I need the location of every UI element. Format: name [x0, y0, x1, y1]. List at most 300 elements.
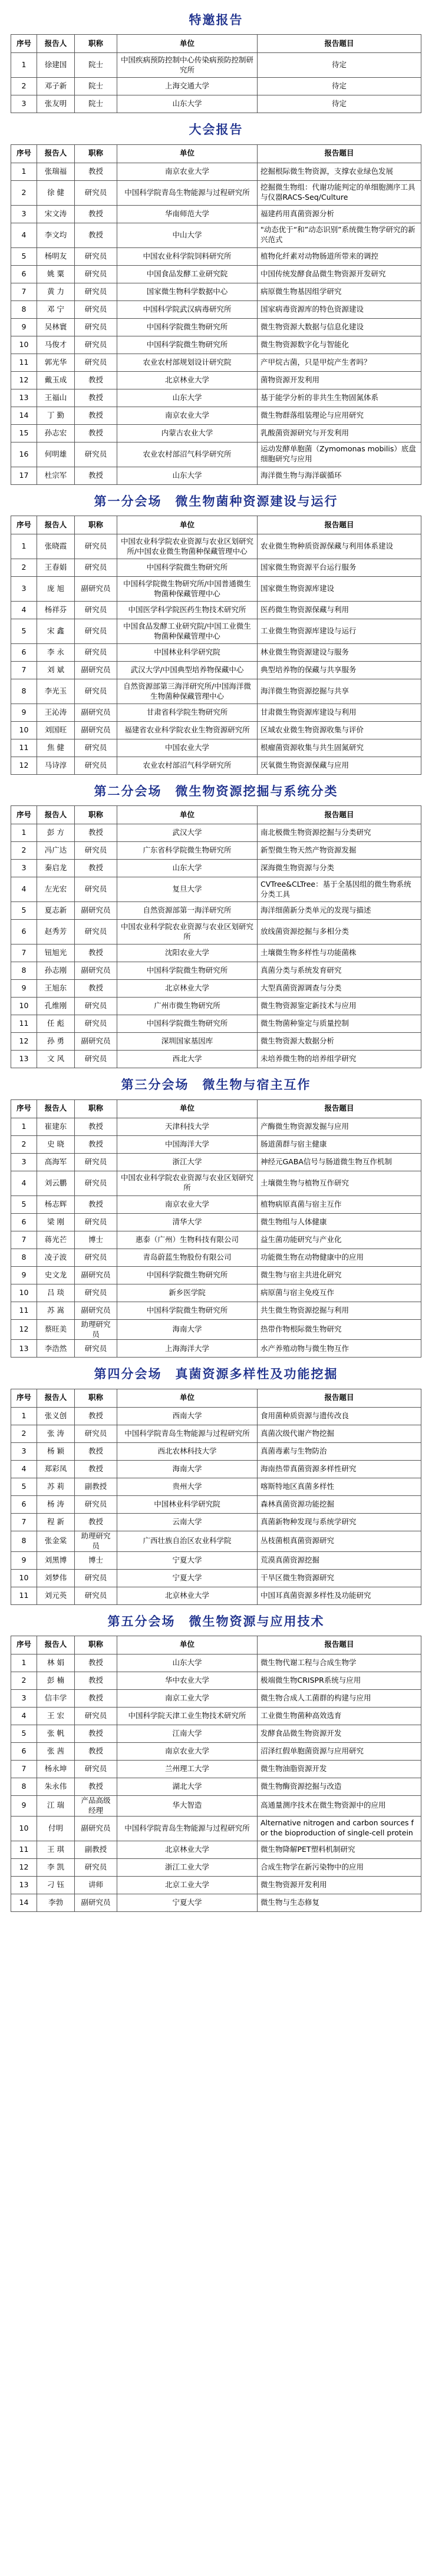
row-number: 13	[11, 389, 37, 407]
speaker-name: 杨永坤	[37, 1760, 75, 1778]
column-header: 职称	[75, 516, 117, 534]
row-number: 12	[11, 1033, 37, 1051]
report-topic: 未培养微生物的培养组学研究	[258, 1051, 421, 1068]
row-number: 3	[11, 1689, 37, 1707]
speaker-name: 李浩然	[37, 1340, 75, 1358]
row-number: 5	[11, 619, 37, 644]
row-number: 9	[11, 318, 37, 336]
row-number: 2	[11, 842, 37, 860]
speaker-unit: 自然资源部第一海洋研究所	[117, 902, 258, 920]
speaker-name: 王 琪	[37, 1841, 75, 1858]
speaker-title: 产品高级经理	[75, 1795, 117, 1816]
speaker-title: 教授	[75, 163, 117, 180]
row-number: 12	[11, 757, 37, 775]
table-row	[11, 577, 421, 602]
speaker-title: 教授	[75, 389, 117, 407]
row-number: 11	[11, 1015, 37, 1033]
speaker-title: 研究员	[75, 1569, 117, 1587]
speaker-unit: 国家微生物科学数据中心	[117, 283, 258, 300]
section-title: 大会报告	[189, 122, 243, 137]
speaker-unit: 清华大学	[117, 1213, 258, 1231]
speaker-title: 教授	[75, 371, 117, 389]
speaker-name: 吴林寰	[37, 318, 75, 336]
row-number: 1	[11, 1407, 37, 1425]
table-row	[11, 980, 421, 998]
speaker-unit: 中国海洋大学	[117, 1135, 258, 1153]
report-topic: 微生物资源鉴定新技术与应用	[258, 998, 421, 1015]
speaker-name: 王福山	[37, 389, 75, 407]
speaker-title: 研究员	[75, 1340, 117, 1358]
row-number: 11	[11, 1841, 37, 1858]
speaker-name: 张 茜	[37, 1742, 75, 1760]
speaker-name: 李 凯	[37, 1858, 75, 1876]
speaker-name: 孔维刚	[37, 998, 75, 1015]
speaker-unit: 南京工业大学	[117, 1689, 258, 1707]
row-number: 10	[11, 1816, 37, 1841]
row-number: 17	[11, 467, 37, 484]
row-number: 4	[11, 1171, 37, 1195]
speaker-unit: 宁夏大学	[117, 1894, 258, 1911]
table-row	[11, 757, 421, 775]
section-title: 第三分会场 微生物与宿主互作	[121, 1077, 311, 1092]
report-topic: 产酶微生物资源发掘与应用	[258, 1118, 421, 1135]
speaker-unit: 新乡医学院	[117, 1284, 258, 1302]
table-row	[11, 842, 421, 860]
report-topic: 厌氧微生物资源保藏与应用	[258, 757, 421, 775]
section-title: 第五分会场 微生物资源与应用技术	[107, 1613, 325, 1629]
table-header-row	[11, 516, 421, 534]
speaker-name: 刘黑博	[37, 1551, 75, 1569]
column-header: 报告人	[37, 144, 75, 163]
table-row	[11, 1672, 421, 1689]
speaker-unit: 中国科学院青岛生物能源与过程研究所	[117, 1816, 258, 1841]
speaker-name: 苏 嵩	[37, 1302, 75, 1319]
speaker-name: 杨明友	[37, 247, 75, 265]
table-row	[11, 1284, 421, 1302]
table-row	[11, 1302, 421, 1319]
table-row	[11, 1513, 421, 1531]
speaker-name: 李文均	[37, 223, 75, 247]
speaker-title: 研究员	[75, 318, 117, 336]
report-topic: 干旱区微生物资源研究	[258, 1569, 421, 1587]
column-header: 报告人	[37, 1636, 75, 1654]
speaker-title: 副研究员	[75, 1302, 117, 1319]
speaker-title: 研究员	[75, 757, 117, 775]
speaker-unit: 西南大学	[117, 1407, 258, 1425]
report-topic: 海洋微生物与海洋碳循环	[258, 467, 421, 484]
table-row	[11, 283, 421, 300]
table-row	[11, 1587, 421, 1604]
column-header: 单位	[117, 35, 258, 53]
speaker-title: 教授	[75, 1742, 117, 1760]
table-row	[11, 662, 421, 679]
report-topic: 真菌次级代谢产物挖掘	[258, 1425, 421, 1442]
speaker-title: 研究员	[75, 180, 117, 205]
row-number: 9	[11, 1266, 37, 1284]
row-number: 3	[11, 95, 37, 113]
speaker-unit: 农业农村部沼气科学研究所	[117, 757, 258, 775]
column-header: 单位	[117, 806, 258, 824]
report-topic: 微生物降解PET塑料机制研究	[258, 1841, 421, 1858]
speaker-name: 郭光华	[37, 354, 75, 371]
table-row	[11, 300, 421, 318]
schedule-table	[11, 516, 421, 775]
column-header: 序号	[11, 35, 37, 53]
speaker-title: 院士	[75, 78, 117, 95]
row-number: 9	[11, 1551, 37, 1569]
speaker-name: 凌子波	[37, 1249, 75, 1266]
row-number: 13	[11, 1876, 37, 1894]
speaker-title: 研究员	[75, 265, 117, 283]
speaker-title: 研究员	[75, 842, 117, 860]
speaker-unit: 中国科学院微生物研究所	[117, 318, 258, 336]
row-number: 12	[11, 371, 37, 389]
speaker-title: 研究员	[75, 998, 117, 1015]
report-topic: 微生物代谢工程与合成生物学	[258, 1654, 421, 1672]
speaker-name: 杨志辉	[37, 1195, 75, 1213]
speaker-title: 副研究员	[75, 1266, 117, 1284]
table-row	[11, 247, 421, 265]
speaker-name: 史 晓	[37, 1135, 75, 1153]
report-topic: 运动发酵单胞菌（Zymomonas mobilis）底盘细胞研究与应用	[258, 442, 421, 467]
report-topic: 产甲烷古菌，只是甲烷产生者吗？	[258, 354, 421, 371]
speaker-title: 研究员	[75, 559, 117, 577]
speaker-name: 任 彪	[37, 1015, 75, 1033]
report-topic: 乳酸菌资源研究与开发利用	[258, 424, 421, 442]
report-topic: 国家微生物资源平台运行服务	[258, 559, 421, 577]
speaker-name: 程 新	[37, 1513, 75, 1531]
report-topic: 海南热带真菌资源多样性研究	[258, 1460, 421, 1478]
report-topic: 植物病原真菌与宿主互作	[258, 1195, 421, 1213]
speaker-name: 文 风	[37, 1051, 75, 1068]
speaker-title: 教授	[75, 824, 117, 842]
report-topic: 工业微生物资源库建设与运行	[258, 619, 421, 644]
report-topic: 林业微生物资源建设与服务	[258, 644, 421, 662]
speaker-title: 研究员	[75, 1587, 117, 1604]
speaker-unit: 天津科技大学	[117, 1118, 258, 1135]
row-number: 9	[11, 980, 37, 998]
row-number: 14	[11, 407, 37, 424]
speaker-name: 吕 琰	[37, 1284, 75, 1302]
row-number: 5	[11, 1478, 37, 1495]
table-row	[11, 1213, 421, 1231]
report-topic: 微生物资源开发利用	[258, 1876, 421, 1894]
row-number: 3	[11, 1153, 37, 1171]
report-topic: 真菌毒素与生物防治	[258, 1442, 421, 1460]
speaker-unit: 中国农业大学	[117, 739, 258, 757]
speaker-title: 副研究员	[75, 1894, 117, 1911]
speaker-title: 教授	[75, 860, 117, 877]
table-row	[11, 877, 421, 902]
table-row	[11, 1231, 421, 1249]
report-topic: 土壤微生物多样性与功能菌株	[258, 944, 421, 962]
speaker-name: 张 帆	[37, 1725, 75, 1742]
table-row	[11, 1495, 421, 1513]
table-row	[11, 53, 421, 78]
column-header: 职称	[75, 35, 117, 53]
speaker-title: 研究员	[75, 1760, 117, 1778]
table-row	[11, 722, 421, 739]
speaker-name: 苏 莉	[37, 1478, 75, 1495]
row-number: 12	[11, 1858, 37, 1876]
speaker-name: 宋 鑫	[37, 619, 75, 644]
row-number: 7	[11, 1513, 37, 1531]
report-topic: 森林真菌资源功能挖掘	[258, 1495, 421, 1513]
speaker-unit: 华中农业大学	[117, 1672, 258, 1689]
speaker-title: 教授	[75, 1689, 117, 1707]
table-row	[11, 1266, 421, 1284]
speaker-name: 杜宗军	[37, 467, 75, 484]
speaker-title: 研究员	[75, 739, 117, 757]
report-topic: 新型微生物天然产物资源发掘	[258, 842, 421, 860]
speaker-unit: 中国科学院微生物研究所	[117, 962, 258, 980]
speaker-name: 王旭东	[37, 980, 75, 998]
speaker-unit: 浙江工业大学	[117, 1858, 258, 1876]
table-header-row	[11, 35, 421, 53]
row-number: 4	[11, 602, 37, 619]
speaker-title: 副研究员	[75, 1816, 117, 1841]
speaker-unit: 海南大学	[117, 1319, 258, 1340]
speaker-name: 丁 勤	[37, 407, 75, 424]
speaker-unit: 农业农村部规划设计研究院	[117, 354, 258, 371]
row-number: 8	[11, 962, 37, 980]
table-row	[11, 902, 421, 920]
speaker-name: 徐建国	[37, 53, 75, 78]
speaker-unit: 中国科学院微生物研究所/中国普通微生物菌种保藏管理中心	[117, 577, 258, 602]
column-header: 序号	[11, 516, 37, 534]
table-row	[11, 78, 421, 95]
row-number: 11	[11, 354, 37, 371]
report-topic: 微生物酶资源挖掘与改造	[258, 1778, 421, 1795]
speaker-unit: 江南大学	[117, 1725, 258, 1742]
table-row	[11, 1760, 421, 1778]
speaker-title: 教授	[75, 1778, 117, 1795]
schedule-table	[11, 1636, 421, 1912]
speaker-name: 赵秀芳	[37, 920, 75, 944]
report-topic: 工业微生物菌种高效选育	[258, 1707, 421, 1725]
table-row	[11, 704, 421, 722]
report-topic: 极端微生物CRISPR系统与应用	[258, 1672, 421, 1689]
report-topic: CVTree&CLTree：基于全基因组的微生物系统分类工具	[258, 877, 421, 902]
table-header-row	[11, 806, 421, 824]
speaker-unit: 西北大学	[117, 1051, 258, 1068]
speaker-name: 张金棠	[37, 1531, 75, 1551]
table-row	[11, 1841, 421, 1858]
column-header: 单位	[117, 1099, 258, 1118]
speaker-title: 研究员	[75, 920, 117, 944]
row-number: 10	[11, 998, 37, 1015]
row-number: 11	[11, 1587, 37, 1604]
report-topic: 微生物组与人体健康	[258, 1213, 421, 1231]
row-number: 7	[11, 944, 37, 962]
speaker-unit: 广西壮族自治区农业科学院	[117, 1531, 258, 1551]
row-number: 11	[11, 1302, 37, 1319]
speaker-title: 研究员	[75, 877, 117, 902]
speaker-unit: 北京工业大学	[117, 1876, 258, 1894]
row-number: 13	[11, 1051, 37, 1068]
report-topic: 大型真菌资源调查与分类	[258, 980, 421, 998]
row-number: 10	[11, 1284, 37, 1302]
row-number: 6	[11, 1495, 37, 1513]
schedule-table	[11, 144, 421, 485]
table-row	[11, 739, 421, 757]
speaker-title: 研究员	[75, 442, 117, 467]
report-topic: 热带作物根际微生物研究	[258, 1319, 421, 1340]
report-topic: 病原微生物基因组学研究	[258, 283, 421, 300]
speaker-title: 研究员	[75, 1051, 117, 1068]
speaker-name: 杨祥芬	[37, 602, 75, 619]
row-number: 11	[11, 739, 37, 757]
row-number: 2	[11, 1425, 37, 1442]
speaker-unit: 农业农村部沼气科学研究所	[117, 442, 258, 467]
speaker-title: 副研究员	[75, 1033, 117, 1051]
speaker-unit: 中国食品发酵工业研究院	[117, 265, 258, 283]
report-topic: 微生物与生态修复	[258, 1894, 421, 1911]
speaker-title: 教授	[75, 407, 117, 424]
report-topic: 放线菌资源挖掘与多相分类	[258, 920, 421, 944]
column-header: 序号	[11, 144, 37, 163]
report-topic: 待定	[258, 53, 421, 78]
table-row	[11, 1319, 421, 1340]
table-row	[11, 824, 421, 842]
speaker-unit: 青岛蔚蓝生物股份有限公司	[117, 1249, 258, 1266]
speaker-title: 副研究员	[75, 962, 117, 980]
speaker-name: 戴玉成	[37, 371, 75, 389]
table-row	[11, 1153, 421, 1171]
row-number: 10	[11, 722, 37, 739]
speaker-name: 杨 颖	[37, 1442, 75, 1460]
column-header: 报告人	[37, 806, 75, 824]
column-header: 报告人	[37, 35, 75, 53]
speaker-title: 研究员	[75, 602, 117, 619]
table-row	[11, 1725, 421, 1742]
table-row	[11, 1478, 421, 1495]
report-topic: 农业微生物种质资源保藏与利用体系建设	[258, 534, 421, 559]
speaker-unit: 南京农业大学	[117, 163, 258, 180]
column-header: 报告题目	[258, 144, 421, 163]
speaker-title: 研究员	[75, 1858, 117, 1876]
report-topic: 微生物资源大数据与信息化建设	[258, 318, 421, 336]
speaker-name: 焦 健	[37, 739, 75, 757]
table-row	[11, 1033, 421, 1051]
table-row	[11, 442, 421, 467]
report-topic: 真菌新物种发现与系统学研究	[258, 1513, 421, 1531]
speaker-unit: 北京林业大学	[117, 1587, 258, 1604]
column-header: 单位	[117, 1389, 258, 1407]
table-row	[11, 1135, 421, 1153]
speaker-name: 付明	[37, 1816, 75, 1841]
row-number: 6	[11, 644, 37, 662]
column-header: 职称	[75, 806, 117, 824]
speaker-title: 教授	[75, 1460, 117, 1478]
speaker-unit: 中国林业科学研究院	[117, 644, 258, 662]
table-row	[11, 679, 421, 704]
speaker-name: 江 瑞	[37, 1795, 75, 1816]
row-number: 7	[11, 662, 37, 679]
table-row	[11, 1407, 421, 1425]
report-topic: 食用菌种质资源与遗传改良	[258, 1407, 421, 1425]
column-header: 职称	[75, 144, 117, 163]
row-number: 8	[11, 1531, 37, 1551]
speaker-unit: 中国科学院微生物研究所	[117, 1266, 258, 1284]
speaker-title: 院士	[75, 53, 117, 78]
speaker-title: 研究员	[75, 1249, 117, 1266]
speaker-title: 教授	[75, 205, 117, 223]
speaker-title: 研究员	[75, 644, 117, 662]
speaker-title: 教授	[75, 1118, 117, 1135]
speaker-name: 蔡旺美	[37, 1319, 75, 1340]
table-row	[11, 407, 421, 424]
speaker-name: 李勃	[37, 1894, 75, 1911]
table-row	[11, 619, 421, 644]
column-header: 单位	[117, 516, 258, 534]
speaker-title: 教授	[75, 1407, 117, 1425]
speaker-name: 史文龙	[37, 1266, 75, 1284]
column-header: 报告人	[37, 1389, 75, 1407]
row-number: 2	[11, 78, 37, 95]
table-row	[11, 1689, 421, 1707]
speaker-unit: 兰州理工大学	[117, 1760, 258, 1778]
speaker-unit: 南京农业大学	[117, 407, 258, 424]
table-row	[11, 1442, 421, 1460]
speaker-name: 马诗淳	[37, 757, 75, 775]
report-topic: 基于能学分析的非共生生物固氮体系	[258, 389, 421, 407]
schedule-table	[11, 1389, 421, 1605]
table-row	[11, 1816, 421, 1841]
report-topic: 微生物菌种鉴定与质量控制	[258, 1015, 421, 1033]
row-number: 2	[11, 1135, 37, 1153]
report-topic: 微生物资源数字化与智能化	[258, 336, 421, 354]
table-row	[11, 1171, 421, 1195]
speaker-unit: 中国科学院青岛生物能源与过程研究所	[117, 180, 258, 205]
speaker-unit: 甘肃省科学院生物研究所	[117, 704, 258, 722]
table-header-row	[11, 1099, 421, 1118]
speaker-unit: 山东大学	[117, 95, 258, 113]
speaker-unit: 山东大学	[117, 860, 258, 877]
speaker-title: 教授	[75, 223, 117, 247]
speaker-name: 彭 方	[37, 824, 75, 842]
report-topic: 合成生物学在新污染物中的应用	[258, 1858, 421, 1876]
report-topic: 功能微生物在动物健康中的应用	[258, 1249, 421, 1266]
row-number: 3	[11, 1442, 37, 1460]
speaker-unit: 湖北大学	[117, 1778, 258, 1795]
speaker-unit: 上海海洋大学	[117, 1340, 258, 1358]
table-row	[11, 1015, 421, 1033]
speaker-name: 刘元英	[37, 1587, 75, 1604]
speaker-unit: 山东大学	[117, 467, 258, 484]
speaker-title: 副研究员	[75, 577, 117, 602]
speaker-title: 研究员	[75, 1495, 117, 1513]
column-header: 报告题目	[258, 806, 421, 824]
speaker-name: 宋文涛	[37, 205, 75, 223]
report-topic: 菌物资源开发利用	[258, 371, 421, 389]
speaker-title: 副教授	[75, 1478, 117, 1495]
speaker-name: 夏志新	[37, 902, 75, 920]
report-topic: 真菌分类与系统发育研究	[258, 962, 421, 980]
speaker-unit: 广东省科学院微生物研究所	[117, 842, 258, 860]
row-number: 15	[11, 424, 37, 442]
speaker-name: 张友明	[37, 95, 75, 113]
speaker-unit: 中国农业科学院饲料研究所	[117, 247, 258, 265]
report-topic: 挖掘根际微生物资源，支撑农业绿色发展	[258, 163, 421, 180]
speaker-name: 马俊才	[37, 336, 75, 354]
row-number: 3	[11, 205, 37, 223]
report-topic: 水产养殖动物与微生物互作	[258, 1340, 421, 1358]
speaker-unit: 北京林业大学	[117, 371, 258, 389]
speaker-unit: 中国疾病预防控制中心传染病预防控制研究所	[117, 53, 258, 78]
speaker-title: 教授	[75, 1195, 117, 1213]
speaker-name: 孙 勇	[37, 1033, 75, 1051]
